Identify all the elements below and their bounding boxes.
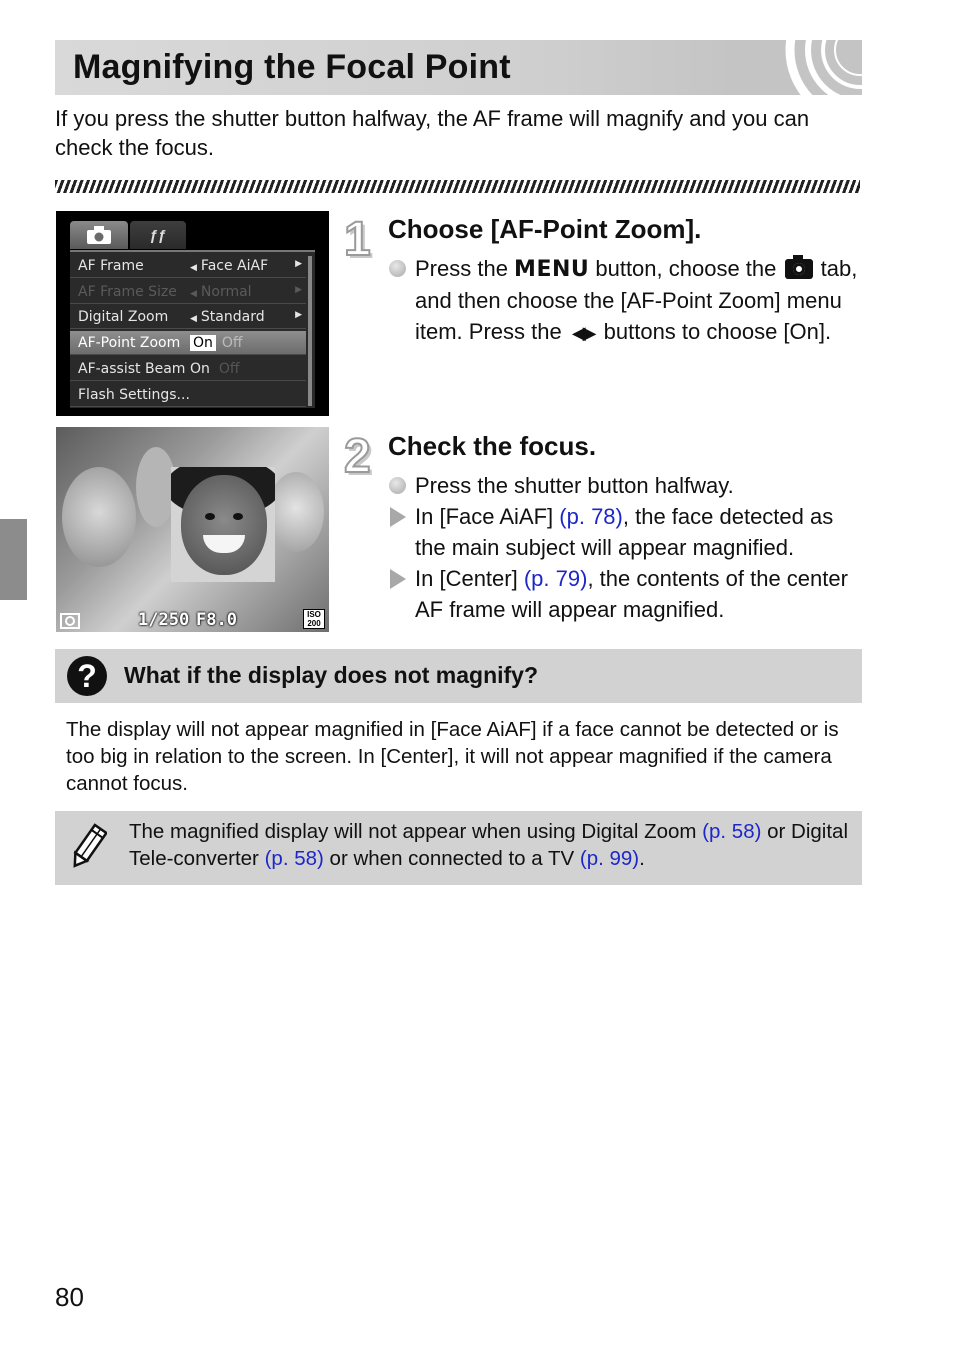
- section-title-bar: [55, 40, 862, 95]
- menu-list: [70, 250, 315, 408]
- zoom-frame: [171, 467, 275, 582]
- result-arrow-icon: [390, 507, 406, 527]
- step-2-body: [388, 470, 868, 625]
- tools-icon: ƒƒ: [149, 226, 167, 244]
- left-right-buttons-icon: ◀▶: [571, 323, 594, 343]
- whatif-body: The display will not appear magnified in [Face AiAF] if a face cannot be detected or is too big in relation to the screen. In [Center], it will not appear magnified if the camera cannot focus.: [66, 718, 839, 795]
- page-number: 80: [55, 1282, 84, 1312]
- menu-row-af-frame-size: AF Frame Size ◀ Normal ▶: [70, 280, 306, 304]
- bullet-dot-icon: [389, 477, 406, 494]
- tools-tab: [130, 221, 186, 249]
- camera-mode-icon: [60, 611, 80, 629]
- menu-row-flash-settings: Flash Settings...: [70, 383, 306, 407]
- step-1-number: 1: [344, 213, 371, 266]
- magnified-face-photo: [56, 427, 329, 632]
- right-arrow-icon: ▶: [295, 285, 302, 295]
- note-text: The magnified display will not appear when using Digital Zoom (p. 58) or Digital Tele-converter (p. 58) or when connected to a TV (p. 99).: [129, 820, 849, 870]
- shutter-speed: 1/250: [138, 610, 190, 630]
- aperture-value: F8.0: [196, 610, 237, 630]
- page-link-99[interactable]: (p. 99): [579, 847, 640, 870]
- step-2-bullet-1: Press the shutter button halfway.: [388, 470, 868, 501]
- page-link-58[interactable]: (p. 58): [702, 820, 762, 843]
- right-arrow-icon: ▶: [295, 259, 302, 269]
- step-2-bullet-2: In [Face AiAF] (p. 78), the face detected as the main subject will appear magnified.: [388, 501, 868, 563]
- question-icon: ?: [67, 656, 107, 696]
- step-1-bullet: Press the MENU button, choose the tab, and then choose the [AF-Point Zoom] menu item. Press the ◀▶ buttons to choose [On].: [388, 253, 868, 349]
- right-arrow-icon: ▶: [295, 310, 302, 320]
- step-2-number: 2: [344, 430, 371, 483]
- camera-icon: [86, 226, 112, 244]
- child-face-left: [62, 467, 136, 567]
- child-face-right: [268, 472, 324, 552]
- iso-badge: ISO 200: [303, 609, 325, 629]
- page-link-58-b[interactable]: (p. 58): [264, 847, 324, 870]
- step-1-body: [388, 253, 868, 349]
- whatif-header: [55, 649, 862, 703]
- result-arrow-icon: [390, 569, 406, 589]
- whatif-title: What if the display does not magnify?: [124, 662, 539, 688]
- step-2-bullet-3: In [Center] (p. 79), the contents of the center AF frame will appear magnified.: [388, 563, 868, 625]
- camera-icon: [785, 259, 813, 279]
- intro-text: If you press the shutter button halfway, the AF frame will magnify and you can check the focus.: [55, 106, 810, 160]
- hatched-divider: [55, 180, 860, 193]
- page-link-78[interactable]: (p. 78): [559, 504, 623, 529]
- menu-button-label: MENU: [514, 257, 590, 282]
- pencil-icon: [69, 823, 107, 871]
- bullet-dot-icon: [389, 260, 406, 277]
- camera-tab: [70, 221, 128, 249]
- child-face-back: [136, 447, 176, 527]
- page-title: Magnifying the Focal Point: [73, 48, 511, 86]
- menu-row-af-point-zoom: AF-Point Zoom On Off: [70, 331, 306, 355]
- title-decoration: [742, 40, 862, 95]
- chapter-side-tab: [0, 519, 27, 600]
- camera-menu-screenshot: [56, 211, 329, 416]
- step-1-title: Choose [AF-Point Zoom].: [388, 214, 702, 244]
- note-box: [55, 811, 862, 885]
- menu-tabs: [70, 221, 315, 249]
- menu-row-af-frame: AF Frame ◀ Face AiAF ▶: [70, 254, 306, 278]
- step-2-title: Check the focus.: [388, 431, 597, 461]
- menu-row-af-assist-beam: AF-assist Beam On Off: [70, 357, 306, 381]
- page-link-79[interactable]: (p. 79): [523, 566, 588, 591]
- menu-row-digital-zoom: Digital Zoom ◀ Standard ▶: [70, 305, 306, 329]
- menu-scrollbar: [308, 256, 312, 406]
